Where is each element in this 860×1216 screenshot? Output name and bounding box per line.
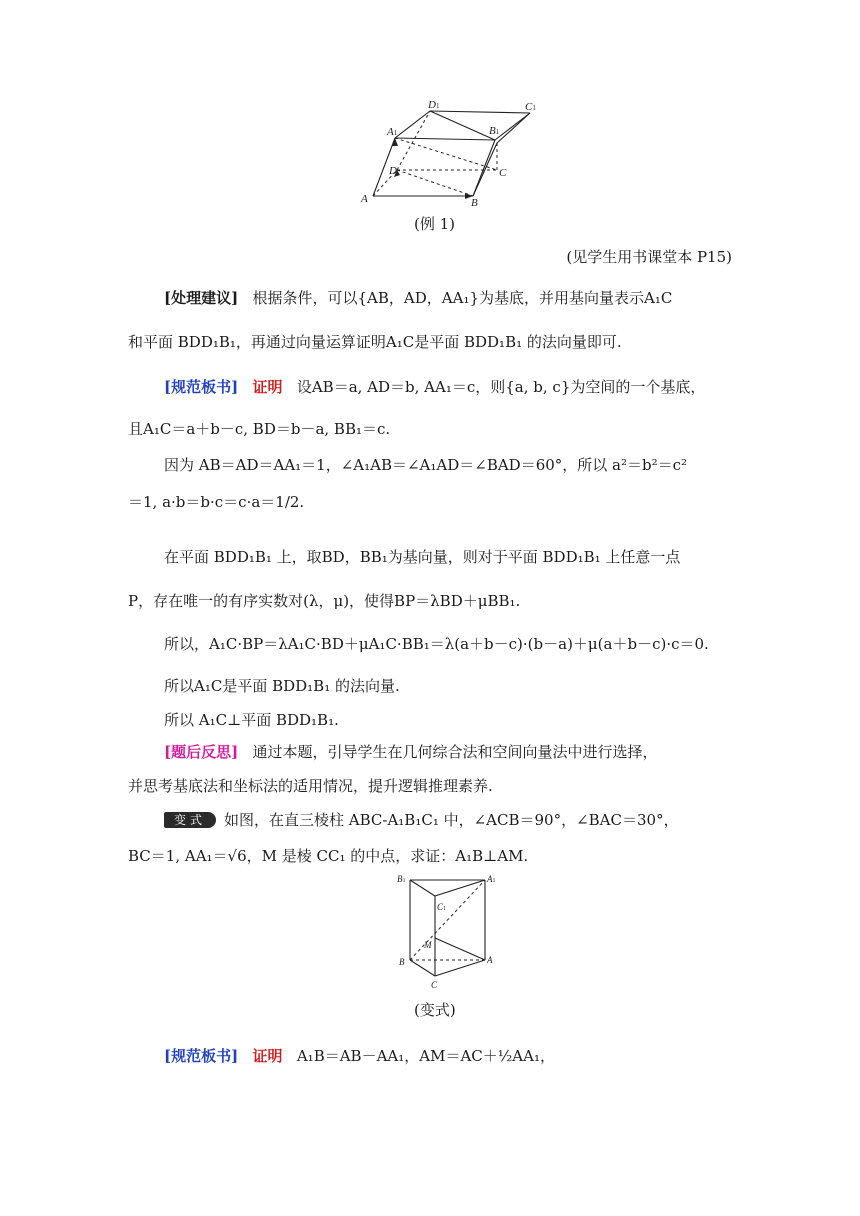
proof-line-6: P，存在唯一的有序实数对(λ，μ)，使得BP＝λBD＋μBB₁. [128, 592, 521, 610]
figure-caption-example: (例 1) [414, 215, 456, 233]
svg-text:C: C [431, 980, 438, 990]
svg-text:D: D [389, 165, 397, 177]
proof-line-1: [规范板书] 证明 设AB＝a, AD＝b, AA₁＝c，则{a, b, c}为空间的一个基底， [164, 378, 706, 396]
reflection-line-1: [题后反思] 通过本题，引导学生在几何综合法和空间向量法中进行选择， [164, 743, 658, 761]
svg-text:B1: B1 [397, 874, 406, 884]
svg-text:A1: A1 [387, 126, 398, 138]
svg-text:C1: C1 [525, 101, 536, 113]
svg-text:A: A [487, 955, 493, 965]
svg-text:A1: A1 [487, 874, 496, 884]
suggestion-line-2: 和平面 BDD₁B₁，再通过向量运算证明A₁C是平面 BDD₁B₁ 的法向量即可. [128, 333, 622, 351]
reflection-line-2: 并思考基底法和坐标法的适用情况，提升逻辑推理素养. [128, 777, 493, 795]
proof-line-3: 因为 AB＝AD＝AA₁＝1，∠A₁AB＝∠A₁AD＝∠BAD＝60°，所以 a²＝b²＝c² [164, 456, 688, 474]
proof-line-9: 所以 A₁C⊥平面 BDD₁B₁. [164, 711, 339, 729]
svg-text:B: B [399, 957, 405, 967]
svg-text:B: B [471, 197, 478, 208]
textbook-page-reference: (见学生用书课堂本 P15) [566, 248, 732, 266]
variant-badge: 变式 [164, 812, 216, 828]
parallelepiped-figure [355, 98, 555, 208]
figure-caption-variant: (变式) [414, 1001, 456, 1019]
proof-line-8: 所以A₁C是平面 BDD₁B₁ 的法向量. [164, 677, 400, 695]
svg-text:A: A [361, 193, 368, 205]
variant-problem-line-1: 变式 如图，在直三棱柱 ABC-A₁B₁C₁ 中，∠ACB＝90°，∠BAC＝30°， [164, 809, 679, 831]
svg-text:B1: B1 [489, 125, 500, 137]
svg-text:C: C [499, 167, 507, 179]
proof-line-4: ＝1, a·b＝b·c＝c·a＝1/2. [128, 493, 305, 511]
svg-text:D1: D1 [428, 99, 440, 111]
variant-problem-line-2: BC＝1, AA₁＝√6，M 是棱 CC₁ 的中点，求证：A₁B⊥AM. [128, 847, 529, 865]
prism-figure [395, 870, 505, 995]
svg-text:M: M [424, 940, 432, 950]
proof-line-2: 且A₁C＝a＋b－c, BD＝b－a, BB₁＝c. [128, 420, 391, 438]
proof-line-5: 在平面 BDD₁B₁ 上，取BD，BB₁为基向量，则对于平面 BDD₁B₁ 上任意一点 [164, 548, 681, 566]
proof-line-7: 所以，A₁C·BP＝λA₁C·BD＋μA₁C·BB₁＝λ(a＋b－c)·(b－a)＋μ(a＋b－c)·c＝0. [164, 635, 709, 653]
suggestion-line-1: [处理建议] 根据条件，可以{AB，AD，AA₁}为基底，并用基向量表示A₁C [164, 289, 673, 307]
variant-proof-line-1: [规范板书] 证明 A₁B＝AB－AA₁，AM＝AC＋½AA₁， [164, 1047, 555, 1065]
svg-text:C1: C1 [437, 902, 447, 912]
